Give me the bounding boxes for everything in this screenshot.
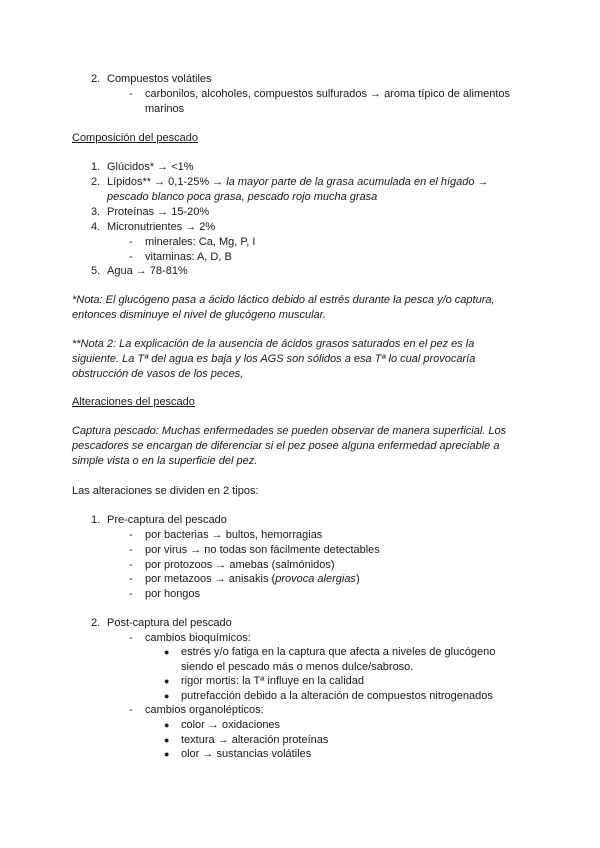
sub-list-text: por protozoos → amebas (salmónidos): [145, 559, 335, 571]
sub-list-marker: -: [129, 529, 133, 541]
list-number: 5.: [91, 265, 101, 277]
list-number: 4.: [91, 221, 101, 233]
sub-list-marker: -: [129, 251, 133, 263]
list-item-lipidos: [107, 175, 489, 189]
sub-list-marker: -: [129, 573, 133, 585]
bullet-text: rigor mortis: la Tª influye en la calidad: [181, 675, 365, 687]
captura-paragraph-cont: simple vista o en la superficie del pez.: [72, 455, 258, 467]
list-item-text: Glúcidos* → <1%: [107, 161, 194, 173]
list-number: 1.: [91, 514, 101, 526]
list-item-text: Lípidos** → 0,1-25% →: [107, 176, 227, 188]
list-item-label: Pre-captura del pescado: [107, 514, 227, 526]
sub-list-marker: -: [129, 559, 133, 571]
sub-list-text: cambios organolépticos:: [145, 704, 264, 716]
list-number: 3.: [91, 206, 101, 218]
list-item-text: Micronutrientes → 2%: [107, 221, 216, 233]
list-number: 2.: [91, 73, 101, 85]
sub-list-italic: provoca alergias: [275, 573, 356, 585]
list-item-label: Post-captura del pescado: [107, 617, 232, 629]
sub-list-text: vitaminas: A, D, B: [145, 251, 232, 263]
note-1-cont: entonces disminuye el nivel de glucógeno muscular.: [72, 309, 326, 321]
note-2-cont: obstrucción de vasos de los peces,: [72, 368, 244, 380]
bullet-text: color → oxidaciones: [181, 719, 281, 731]
sub-list-marker: -: [129, 588, 133, 600]
sub-list-text: por bacterias → bultos, hemorragias: [145, 529, 323, 541]
bullet-icon: ●: [164, 647, 170, 657]
bullet-icon: ●: [164, 735, 170, 745]
note-2-cont: siguiente. La Tª del agua es baja y los AGS son sólidos a esa Tª lo cual provocaría: [72, 353, 476, 365]
sub-list-marker: -: [129, 704, 133, 716]
sub-list-text: cambios bioquímicos:: [145, 632, 251, 644]
sub-list-text: por hongos: [145, 588, 201, 600]
list-number: 1.: [91, 161, 101, 173]
captura-paragraph: Captura pescado: Muchas enfermedades se pueden observar de manera superficial. Los: [72, 425, 507, 437]
list-item-text: Proteínas → 15-20%: [107, 206, 210, 218]
list-number: 2.: [91, 176, 101, 188]
bullet-text: textura → alteración proteínas: [181, 734, 329, 746]
bullet-icon: ●: [164, 676, 170, 686]
sub-list-marker: -: [129, 236, 133, 248]
sub-list-text: por virus → no todas son fácilmente detectables: [145, 544, 380, 556]
bullet-text: putrefacción debido a la alteración de compuestos nitrogenados: [181, 690, 493, 702]
sub-list-text-after: ): [355, 573, 360, 585]
list-number: 2.: [91, 617, 101, 629]
note-1: *Nota: El glucógeno pasa a ácido láctico debido al estrés durante la pesca y/o captura,: [72, 294, 495, 306]
section-heading-composicion: Composición del pescado: [72, 132, 198, 144]
list-item-text: Agua → 78-81%: [107, 265, 188, 277]
sub-list-marker: -: [129, 544, 133, 556]
sub-list-metazoos: [145, 572, 360, 586]
note-2: **Nota 2: La explicación de la ausencia de ácidos grasos saturados en el pez es la: [72, 338, 475, 350]
bullet-icon: ●: [164, 749, 170, 759]
list-item-label: Compuestos volátiles: [107, 73, 212, 85]
captura-paragraph-cont: pescadores se encargan de diferenciar si el pez posee alguna enfermedad apreciable a: [72, 440, 500, 452]
list-item-cont: pescado blanco poca grasa, pescado rojo mucha grasa: [107, 191, 378, 203]
list-item-italic: la mayor parte de la grasa acumulada en el hígado →: [226, 176, 489, 188]
bullet-text: olor → sustancias volátiles: [181, 748, 312, 760]
section-heading-alteraciones: Alteraciones del pescado: [72, 396, 195, 408]
bullet-text: estrés y/o fatiga en la captura que afecta a niveles de glucógeno: [181, 646, 496, 658]
sub-list-text: minerales: Ca, Mg, P, I: [145, 236, 256, 248]
sub-list-marker: -: [129, 632, 133, 644]
bullet-text-cont: siendo el pescado más o menos dulce/sabroso.: [181, 661, 414, 673]
sub-list-text: por metazoos → anisakis (: [145, 573, 276, 585]
tipos-intro: Las alteraciones se dividen en 2 tipos:: [72, 485, 259, 497]
sub-list-text: carbonilos, alcoholes, compuestos sulfurados → aroma típico de alimentos: [145, 88, 511, 100]
bullet-icon: ●: [164, 691, 170, 701]
bullet-icon: ●: [164, 720, 170, 730]
sub-list-marker: -: [129, 88, 133, 100]
sub-list-text-cont: marinos: [145, 103, 185, 115]
